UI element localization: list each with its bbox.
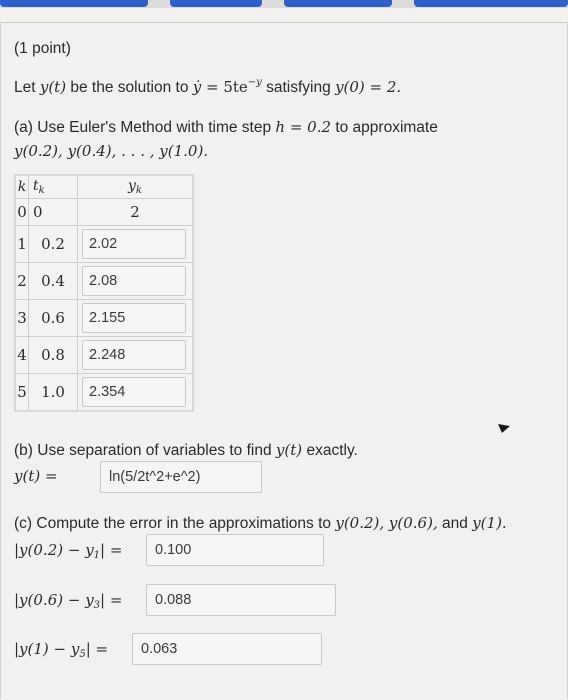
exact-solution-input[interactable]: ln(5/2t^2+e^2) — [100, 461, 262, 493]
top-tab[interactable] — [0, 0, 148, 7]
row-y: 2 — [78, 199, 194, 226]
row-y-cell — [78, 226, 194, 263]
table-row — [15, 374, 193, 412]
y1-answer-input[interactable]: 2.02 — [82, 229, 186, 259]
row-t: 0.8 — [29, 337, 78, 374]
error-input-3[interactable]: 0.063 — [132, 633, 322, 665]
row-y-cell — [78, 300, 194, 337]
row-t: 0 — [29, 199, 78, 226]
table-header-row — [15, 175, 193, 199]
row-k: 4 — [15, 337, 29, 374]
y3-answer-input[interactable]: 2.155 — [82, 303, 186, 333]
part-a-instructions: (a) Use Euler's Method with time step h = 0.2 to approximate — [14, 118, 438, 136]
row-k: 5 — [15, 374, 29, 412]
row-t: 0.4 — [29, 263, 78, 300]
row-k: 2 — [15, 263, 29, 300]
row-t: 0.2 — [29, 226, 78, 263]
error-input-2[interactable]: 0.088 — [146, 584, 336, 616]
problem-statement: Let y(t) be the solution to ẏ = $5te^{-y}$ satisfying y(0) = 2. — [14, 77, 402, 96]
row-t: 1.0 — [29, 374, 78, 412]
error-label-2: $|y(0.6) - y_3|$ = — [14, 591, 123, 611]
part-a-targets: y(0.2), y(0.4), . . . , y(1.0). — [14, 142, 209, 160]
browser-top-bar — [0, 0, 568, 8]
row-k: 1 — [15, 226, 29, 263]
error-label-1: $|y(0.2) - y_1|$ = — [14, 541, 123, 561]
header-y: $y_k$ — [78, 175, 194, 199]
row-y-cell — [78, 337, 194, 374]
y2-answer-input[interactable]: 2.08 — [82, 266, 186, 296]
error-label-3: $|y(1) - y_5|$ = — [14, 640, 109, 660]
part-b-label: y(t) = — [14, 467, 58, 485]
y5-answer-input[interactable]: 2.354 — [82, 377, 186, 407]
table-row — [15, 263, 193, 300]
table-row — [15, 337, 193, 374]
row-t: 0.6 — [29, 300, 78, 337]
points-label: (1 point) — [14, 40, 71, 57]
y4-answer-input[interactable]: 2.248 — [82, 340, 186, 370]
part-b-instructions: (b) Use separation of variables to find y(t) exactly. — [14, 441, 358, 459]
top-tab[interactable] — [170, 0, 262, 7]
row-k: 3 — [15, 300, 29, 337]
error-input-1[interactable]: 0.100 — [146, 534, 324, 566]
row-y-cell — [78, 374, 194, 412]
row-k: 0 — [15, 199, 29, 226]
mouse-cursor-icon — [496, 418, 512, 434]
header-t: $t_k$ — [29, 175, 78, 199]
row-y-cell — [78, 263, 194, 300]
table-row — [15, 199, 193, 226]
table-row — [15, 226, 193, 263]
euler-table — [14, 174, 194, 412]
table-row — [15, 300, 193, 337]
header-k: k — [15, 175, 29, 199]
part-c-instructions: (c) Compute the error in the approximations to y(0.2), y(0.6), and y(1). — [14, 514, 507, 532]
top-tab[interactable] — [414, 0, 568, 7]
top-tab[interactable] — [284, 0, 392, 7]
